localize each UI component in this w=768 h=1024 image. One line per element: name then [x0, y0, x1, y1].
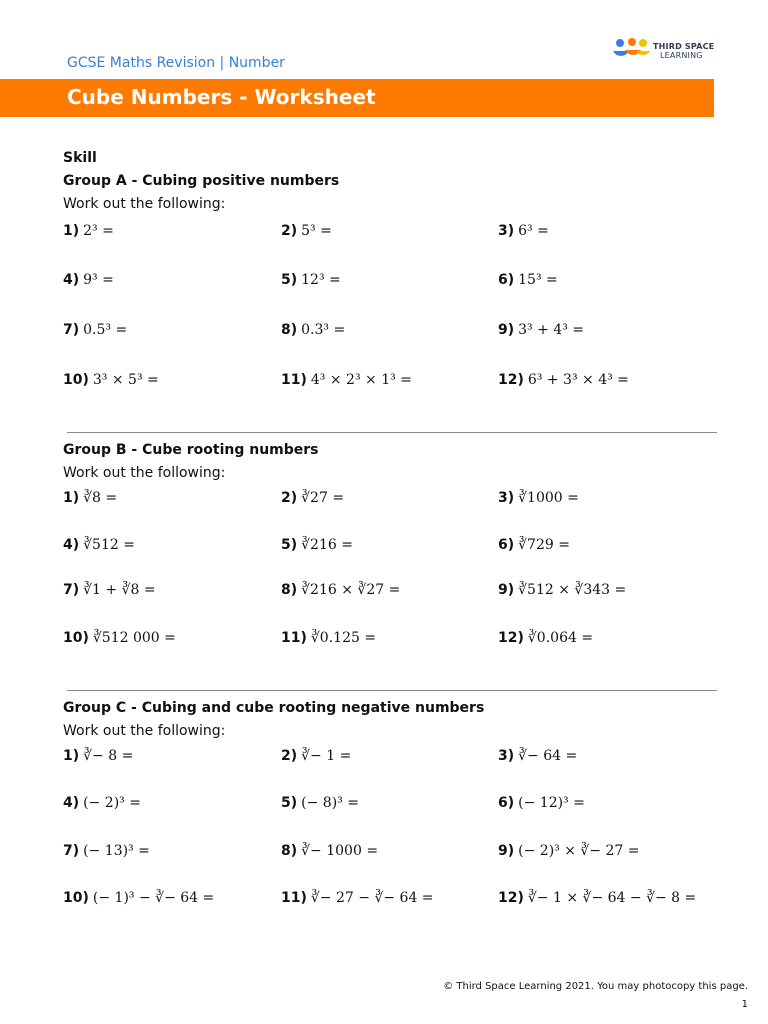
question-expression: ∛− 1000 = — [301, 843, 379, 859]
question-4 — [63, 537, 135, 553]
question-number: 5) — [281, 537, 298, 553]
question-expression: (− 2)³ = — [83, 795, 141, 811]
question-11 — [281, 890, 434, 906]
question-9 — [498, 843, 640, 859]
question-number: 12) — [498, 372, 524, 388]
question-number: 9) — [498, 843, 515, 859]
group-c-instruction: Work out the following: — [63, 723, 226, 739]
question-12 — [498, 372, 629, 388]
question-3 — [498, 748, 577, 764]
question-number: 4) — [63, 537, 80, 553]
question-number: 8) — [281, 843, 298, 859]
question-expression: ∛729 = — [518, 537, 570, 553]
question-number: 4) — [63, 272, 80, 288]
question-1 — [63, 490, 117, 506]
question-6 — [498, 537, 570, 553]
question-number: 6) — [498, 272, 515, 288]
question-expression: 0.5³ = — [83, 322, 128, 338]
group-a-title: Group A - Cubing positive numbers — [63, 173, 340, 189]
question-number: 12) — [498, 890, 524, 906]
question-number: 3) — [498, 490, 515, 506]
question-expression: ∛− 8 = — [83, 748, 134, 764]
question-expression: ∛216 = — [301, 537, 353, 553]
question-expression: ∛0.064 = — [527, 630, 594, 646]
title-banner — [0, 79, 714, 117]
question-12 — [498, 630, 593, 646]
question-5 — [281, 795, 359, 811]
question-expression: 3³ × 5³ = — [92, 372, 159, 388]
question-number: 8) — [281, 322, 298, 338]
question-6 — [498, 272, 558, 288]
group-b-title: Group B - Cube rooting numbers — [63, 442, 319, 458]
question-7 — [63, 582, 156, 598]
question-2 — [281, 748, 351, 764]
question-expression: 6³ + 3³ × 4³ = — [527, 372, 629, 388]
question-4 — [63, 272, 114, 288]
question-number: 10) — [63, 630, 89, 646]
question-number: 1) — [63, 748, 80, 764]
question-number: 6) — [498, 795, 515, 811]
question-number: 8) — [281, 582, 298, 598]
question-expression: ∛1 + ∛8 = — [83, 582, 156, 598]
question-number: 3) — [498, 748, 515, 764]
question-7 — [63, 322, 127, 338]
question-number: 4) — [63, 795, 80, 811]
question-expression: ∛512 000 = — [92, 630, 176, 646]
question-expression: (− 2)³ × ∛− 27 = — [518, 843, 640, 859]
question-number: 9) — [498, 322, 515, 338]
question-expression: 3³ + 4³ = — [518, 322, 584, 338]
question-8 — [281, 322, 345, 338]
question-expression: ∛27 = — [301, 490, 345, 506]
question-number: 11) — [281, 630, 307, 646]
logo-line-2: LEARNING — [660, 51, 703, 60]
divider — [67, 690, 717, 691]
question-number: 7) — [63, 582, 80, 598]
question-expression: ∛8 = — [83, 490, 118, 506]
question-number: 5) — [281, 795, 298, 811]
question-number: 9) — [498, 582, 515, 598]
group-a-instruction: Work out the following: — [63, 196, 226, 212]
question-3 — [498, 490, 579, 506]
question-expression: ∛− 27 − ∛− 64 = — [310, 890, 434, 906]
question-8 — [281, 843, 378, 859]
question-number: 2) — [281, 748, 298, 764]
page-number: 1 — [741, 999, 748, 1010]
question-8 — [281, 582, 400, 598]
question-expression: ∛512 = — [83, 537, 135, 553]
question-number: 1) — [63, 223, 80, 239]
question-2 — [281, 223, 332, 239]
question-expression: ∛0.125 = — [310, 630, 377, 646]
question-expression: 12³ = — [301, 272, 341, 288]
question-9 — [498, 582, 626, 598]
question-4 — [63, 795, 141, 811]
question-expression: (− 1)³ − ∛− 64 = — [92, 890, 215, 906]
question-expression: 6³ = — [518, 223, 549, 239]
question-expression: ∛− 1 = — [301, 748, 352, 764]
divider — [67, 432, 717, 433]
third-space-learning-logo — [612, 38, 727, 64]
question-11 — [281, 372, 412, 388]
question-expression: ∛216 × ∛27 = — [301, 582, 401, 598]
question-11 — [281, 630, 376, 646]
subject-breadcrumb: GCSE Maths Revision | Number — [67, 55, 285, 71]
question-expression: 15³ = — [518, 272, 558, 288]
question-expression: (− 12)³ = — [518, 795, 585, 811]
question-number: 12) — [498, 630, 524, 646]
question-expression: (− 8)³ = — [301, 795, 359, 811]
question-5 — [281, 537, 353, 553]
question-6 — [498, 795, 585, 811]
question-expression: 5³ = — [301, 223, 332, 239]
question-number: 2) — [281, 490, 298, 506]
question-1 — [63, 223, 114, 239]
logo-line-1: THIRD SPACE — [653, 42, 715, 51]
question-number: 11) — [281, 890, 307, 906]
question-number: 1) — [63, 490, 80, 506]
question-7 — [63, 843, 150, 859]
copyright-footer: © Third Space Learning 2021. You may photocopy this page. — [443, 981, 748, 992]
question-number: 10) — [63, 372, 89, 388]
question-number: 10) — [63, 890, 89, 906]
question-1 — [63, 748, 133, 764]
question-number: 6) — [498, 537, 515, 553]
question-5 — [281, 272, 341, 288]
question-expression: ∛− 64 = — [518, 748, 578, 764]
question-number: 7) — [63, 843, 80, 859]
question-number: 3) — [498, 223, 515, 239]
page-title: Cube Numbers - Worksheet — [67, 85, 376, 109]
question-expression: ∛512 × ∛343 = — [518, 582, 627, 598]
question-expression: ∛1000 = — [518, 490, 579, 506]
question-expression: ∛− 1 × ∛− 64 − ∛− 8 = — [527, 890, 697, 906]
question-10 — [63, 890, 214, 906]
question-expression: 9³ = — [83, 272, 114, 288]
question-expression: 0.3³ = — [301, 322, 346, 338]
question-10 — [63, 372, 159, 388]
group-c-title: Group C - Cubing and cube rooting negative numbers — [63, 700, 485, 716]
skill-heading: Skill — [63, 150, 97, 166]
question-3 — [498, 223, 549, 239]
question-expression: (− 13)³ = — [83, 843, 150, 859]
question-12 — [498, 890, 696, 906]
question-number: 7) — [63, 322, 80, 338]
question-2 — [281, 490, 344, 506]
logo-wordmark — [653, 42, 714, 60]
question-number: 2) — [281, 223, 298, 239]
question-number: 5) — [281, 272, 298, 288]
question-10 — [63, 630, 176, 646]
question-expression: 2³ = — [83, 223, 114, 239]
question-9 — [498, 322, 584, 338]
question-number: 11) — [281, 372, 307, 388]
logo-mark-icon — [612, 38, 650, 64]
question-expression: 4³ × 2³ × 1³ = — [310, 372, 412, 388]
group-b-instruction: Work out the following: — [63, 465, 226, 481]
